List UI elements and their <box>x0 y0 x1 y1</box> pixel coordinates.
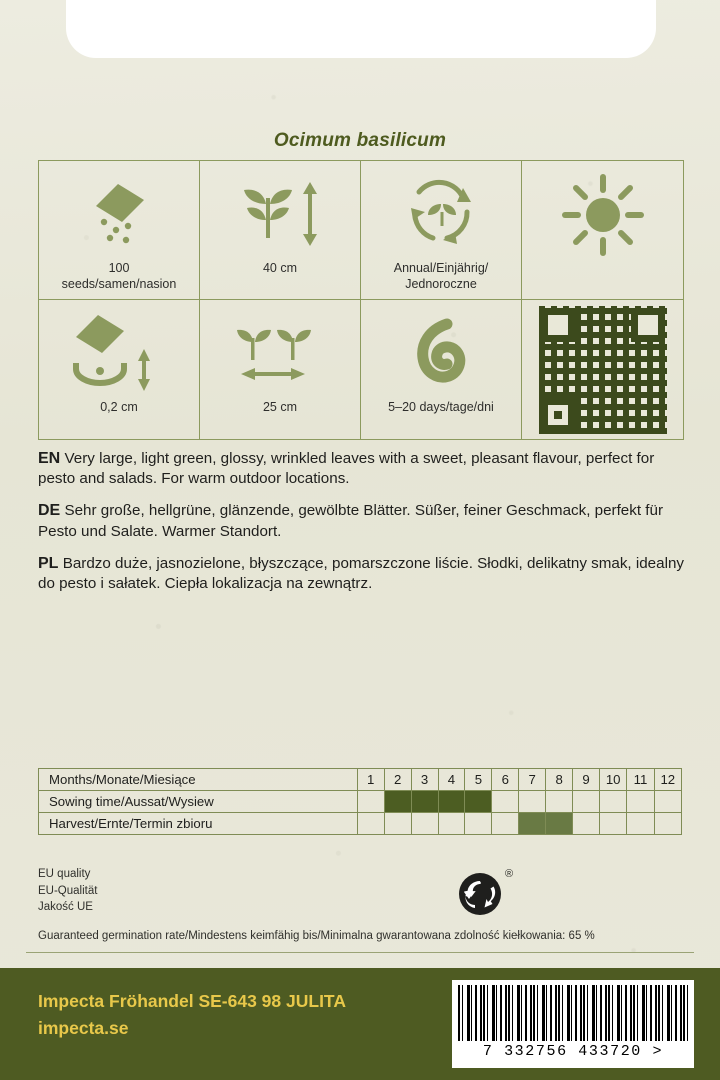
germination-time-value: 5–20 days/tage/dni <box>388 400 494 414</box>
plant-spacing-value: 25 cm <box>262 400 298 414</box>
table-row-sowing <box>39 791 682 813</box>
description-en-lang: EN <box>38 450 61 467</box>
harv-9 <box>573 813 600 835</box>
harv-4 <box>438 813 465 835</box>
month-2: 2 <box>384 769 411 791</box>
month-7: 7 <box>519 769 546 791</box>
sow-4 <box>438 791 465 813</box>
barcode-number: 7 332756 433720 > <box>482 1043 664 1060</box>
month-12: 12 <box>654 769 681 791</box>
plant-height-icon <box>232 175 328 255</box>
description-de <box>38 500 688 541</box>
cell-germination-time <box>361 300 522 439</box>
row-label-sowing: Sowing time/Aussat/Wysiew <box>39 791 358 813</box>
row-label-months: Months/Monate/Miesiące <box>39 769 358 791</box>
month-4: 4 <box>438 769 465 791</box>
harv-7 <box>519 813 546 835</box>
sow-11 <box>627 791 654 813</box>
harv-10 <box>600 813 627 835</box>
harv-6 <box>492 813 519 835</box>
qr-finder-bottom-left <box>541 398 575 432</box>
sow-6 <box>492 791 519 813</box>
description-pl <box>38 553 688 594</box>
cutout-right-shoulder <box>586 0 656 18</box>
germination-rate-note: Guaranteed germination rate/Mindestens keimfähig bis/Minimalna gwarantowana zdolność kiełkowania: 65 % <box>38 930 595 942</box>
barcode <box>452 980 694 1068</box>
description-de-lang: DE <box>38 502 61 520</box>
description-pl-text: Bardzo duże, jasnozielone, błyszczące, pomarszczone liście. Słodki, delikatny smak, idealny do pesto i sałatek. Ciepła lokalizacja na zewnątrz. <box>38 554 684 593</box>
sow-3 <box>411 791 438 813</box>
barcode-bars <box>458 985 688 1041</box>
sowing-depth-value: 0,2 cm <box>100 400 138 414</box>
month-11: 11 <box>627 769 654 791</box>
sow-9 <box>573 791 600 813</box>
month-1: 1 <box>357 769 384 791</box>
life-cycle-line1: Annual/Einjährig/ <box>393 261 489 275</box>
row-label-harvest: Harvest/Ernte/Termin zbioru <box>39 813 358 835</box>
description-block <box>38 448 688 605</box>
cell-seed-count <box>39 161 200 300</box>
germination-time-icon <box>401 314 481 394</box>
life-cycle-icon <box>401 175 481 255</box>
company-block <box>38 988 346 1042</box>
info-icon-grid <box>38 160 684 440</box>
month-3: 3 <box>411 769 438 791</box>
packet-top-cutout <box>66 0 656 58</box>
description-en <box>38 448 688 489</box>
table-row-harvest <box>39 813 682 835</box>
cutout-left-shoulder <box>66 0 136 18</box>
harv-11 <box>627 813 654 835</box>
plant-height-value: 40 cm <box>262 261 298 275</box>
footer-bar <box>0 968 720 1080</box>
cell-life-cycle-caption <box>394 261 489 292</box>
sow-8 <box>546 791 573 813</box>
sowing-depth-icon <box>64 314 174 394</box>
sow-2 <box>384 791 411 813</box>
sow-5 <box>465 791 492 813</box>
sow-7 <box>519 791 546 813</box>
harv-12 <box>654 813 681 835</box>
sun-icon <box>559 175 647 255</box>
cell-plant-spacing-caption <box>263 400 297 416</box>
qr-code-icon[interactable] <box>539 306 667 434</box>
seed-count-label: seeds/samen/nasion <box>61 276 177 291</box>
latin-name-title: Ocimum basilicum <box>273 130 447 151</box>
cell-sowing-depth <box>39 300 200 439</box>
cell-life-cycle <box>361 161 522 300</box>
harv-3 <box>411 813 438 835</box>
seed-packet-icon <box>82 175 156 255</box>
seed-count-value: 100 <box>108 261 130 275</box>
harv-8 <box>546 813 573 835</box>
harv-1 <box>357 813 384 835</box>
month-10: 10 <box>600 769 627 791</box>
sowing-calendar-table <box>38 768 682 835</box>
cell-plant-height-caption <box>263 261 297 277</box>
plant-spacing-icon <box>225 314 335 394</box>
description-pl-lang: PL <box>38 554 59 572</box>
table-row-months <box>39 769 682 791</box>
eu-quality-block <box>38 866 97 916</box>
harv-2 <box>384 813 411 835</box>
description-de-text: Sehr große, hellgrüne, glänzende, gewölbte Blätter. Süßer, feiner Geschmack, perfekt für Pesto und Salate. Warmer Standort. <box>38 502 664 540</box>
recycle-icon <box>458 872 502 916</box>
sow-1 <box>357 791 384 813</box>
life-cycle-line2: Jednoroczne <box>405 276 477 291</box>
sow-12 <box>654 791 681 813</box>
footer-divider <box>26 952 694 953</box>
harv-5 <box>465 813 492 835</box>
description-en-text: Very large, light green, glossy, wrinkled leaves with a sweet, pleasant flavour, perfect for pesto and salads. For warm outdoor locations. <box>38 450 655 488</box>
month-6: 6 <box>492 769 519 791</box>
cell-sowing-depth-caption <box>100 400 138 416</box>
cell-plant-spacing <box>200 300 361 439</box>
month-9: 9 <box>573 769 600 791</box>
registered-trademark-symbol: ® <box>505 868 514 880</box>
cell-plant-height <box>200 161 361 300</box>
eu-quality-en: EU quality <box>38 868 91 880</box>
eu-quality-de: EU-Qualität <box>38 884 98 897</box>
company-name: Impecta Fröhandel SE-643 98 JULITA <box>38 991 346 1011</box>
cell-seed-count-caption <box>62 261 177 292</box>
cell-sun-exposure <box>522 161 683 300</box>
cell-germination-time-caption <box>388 400 494 416</box>
cell-qr-code[interactable] <box>522 300 683 439</box>
month-5: 5 <box>465 769 492 791</box>
sow-10 <box>600 791 627 813</box>
eu-quality-pl: Jakość UE <box>38 901 93 914</box>
company-website[interactable]: impecta.se <box>38 1018 129 1039</box>
month-8: 8 <box>546 769 573 791</box>
